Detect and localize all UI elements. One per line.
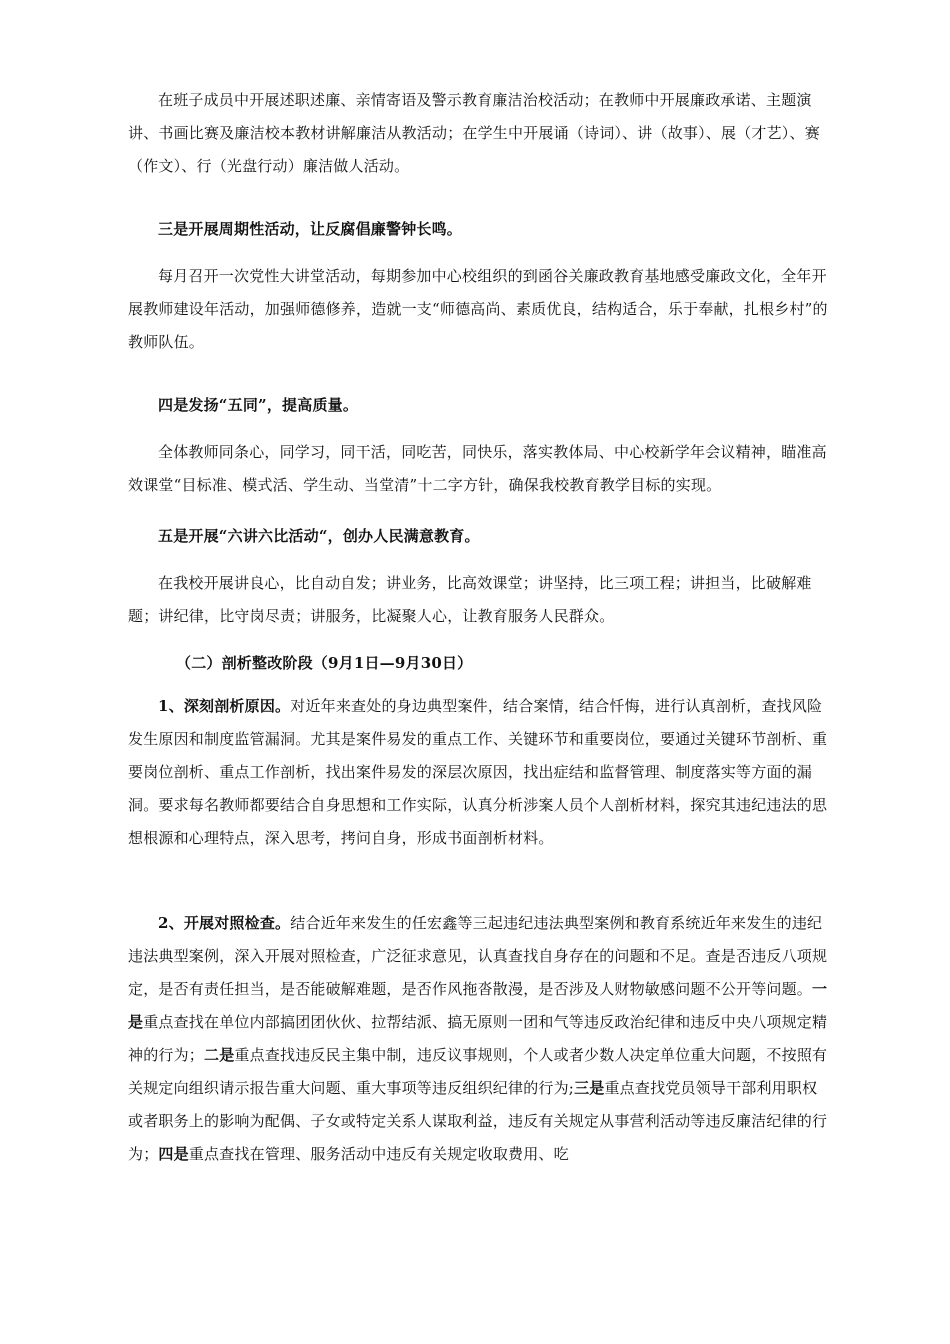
- analysis-title: 1、深刻剖析原因。: [158, 697, 291, 715]
- self-check-point-2-label: 二是: [204, 1046, 235, 1064]
- paragraph-analysis: [128, 690, 828, 855]
- self-check-point-4-label: 四是: [158, 1145, 189, 1163]
- self-check-point-3: 重点查找党员领导干部利用职权或者职务上的影响为配偶、子女或特定关系人谋取利益，违反有关规定从事营利活动等违反廉洁纪律的行为；: [128, 1079, 828, 1163]
- paragraph-periodic-activities: 每月召开一次党性大讲堂活动，每期参加中心校组织的到函谷关廉政教育基地感受廉政文化，全年开展教师建设年活动，加强师德修养，造就一支“师德高尚、素质优良，结构适合，乐于奉献，扎根乡村”的教师队伍。: [128, 267, 828, 351]
- self-check-intro: 结合近年来发生的任宏鑫等三起违纪违法典型案例和教育系统近年来发生的违纪违法典型案例，深入开展对照检查，广泛征求意见，认真查找自身存在的问题和不足。查是否违反八项规定，是否有责任担当，是否能破解难题，是否作风拖沓散漫，是否涉及人财物敏感问题不公开等问题。: [128, 914, 828, 998]
- self-check-point-1-label: 一是: [128, 980, 828, 1031]
- paragraph-self-check: [128, 907, 828, 1171]
- heading-periodic-activities: 三是开展周期性活动，让反腐倡廉警钟长鸣。: [158, 220, 463, 238]
- analysis-text: 对近年来查处的身边典型案件，结合案情，结合忏悔，进行认真剖析，查找风险发生原因和制度监管漏洞。尤其是案件易发的重点工作、关键环节和重要岗位，要通过关键环节剖析、重要岗位剖析、重点工作剖析，找出案件易发的深层次原因，找出症结和监督管理、制度落实等方面的漏洞。要求每名教师都要结合自身思想和工作实际，认真分析涉案人员个人剖析材料，探究其违纪违法的思想根源和心理特点，深入思考，拷问自身，形成书面剖析材料。: [128, 697, 828, 847]
- self-check-point-4: 重点查找在管理、服务活动中违反有关规定收取费用、吃: [188, 1145, 569, 1163]
- self-check-title: 2、开展对照检查。: [158, 914, 291, 932]
- paragraph-activities: 在班子成员中开展述职述廉、亲情寄语及警示教育廉洁治校活动；在教师中开展廉政承诺、主题演讲、书画比赛及廉洁校本教材讲解廉洁从教活动；在学生中开展诵（诗词）、讲（故事）、展（才艺）、赛（作文）、行（光盘行动）廉洁做人活动。: [128, 91, 820, 175]
- self-check-point-1: 重点查找在单位内部搞团团伙伙、拉帮结派、搞无原则一团和气等违反政治纪律和违反中央八项规定精神的行为；: [128, 1013, 828, 1064]
- heading-six-talks: 五是开展“六讲六比活动“，创办人民满意教育。: [158, 527, 480, 545]
- paragraph-five-together: 全体教师同条心，同学习，同干活，同吃苦，同快乐，落实教体局、中心校新学年会议精神，瞄准高效课堂“目标准、模式活、学生动、当堂清”十二字方针，确保我校教育教学目标的实现。: [128, 443, 827, 494]
- heading-stage-two: （二）剖析整改阶段（9月1日—9月30日）: [176, 654, 473, 672]
- heading-five-together: 四是发扬“五同”，提高质量。: [158, 396, 359, 414]
- self-check-point-2: 重点查找违反民主集中制，违反议事规则，个人或者少数人决定单位重大问题，不按照有关规定向组织请示报告重大问题、重大事项等违反组织纪律的行为;: [128, 1046, 828, 1097]
- paragraph-six-talks: 在我校开展讲良心，比自动自发；讲业务，比高效课堂；讲坚持，比三项工程；讲担当，比破解难题；讲纪律，比守岗尽责；讲服务，比凝聚人心，让教育服务人民群众。: [128, 574, 812, 625]
- self-check-point-3-label: 三是: [574, 1079, 605, 1097]
